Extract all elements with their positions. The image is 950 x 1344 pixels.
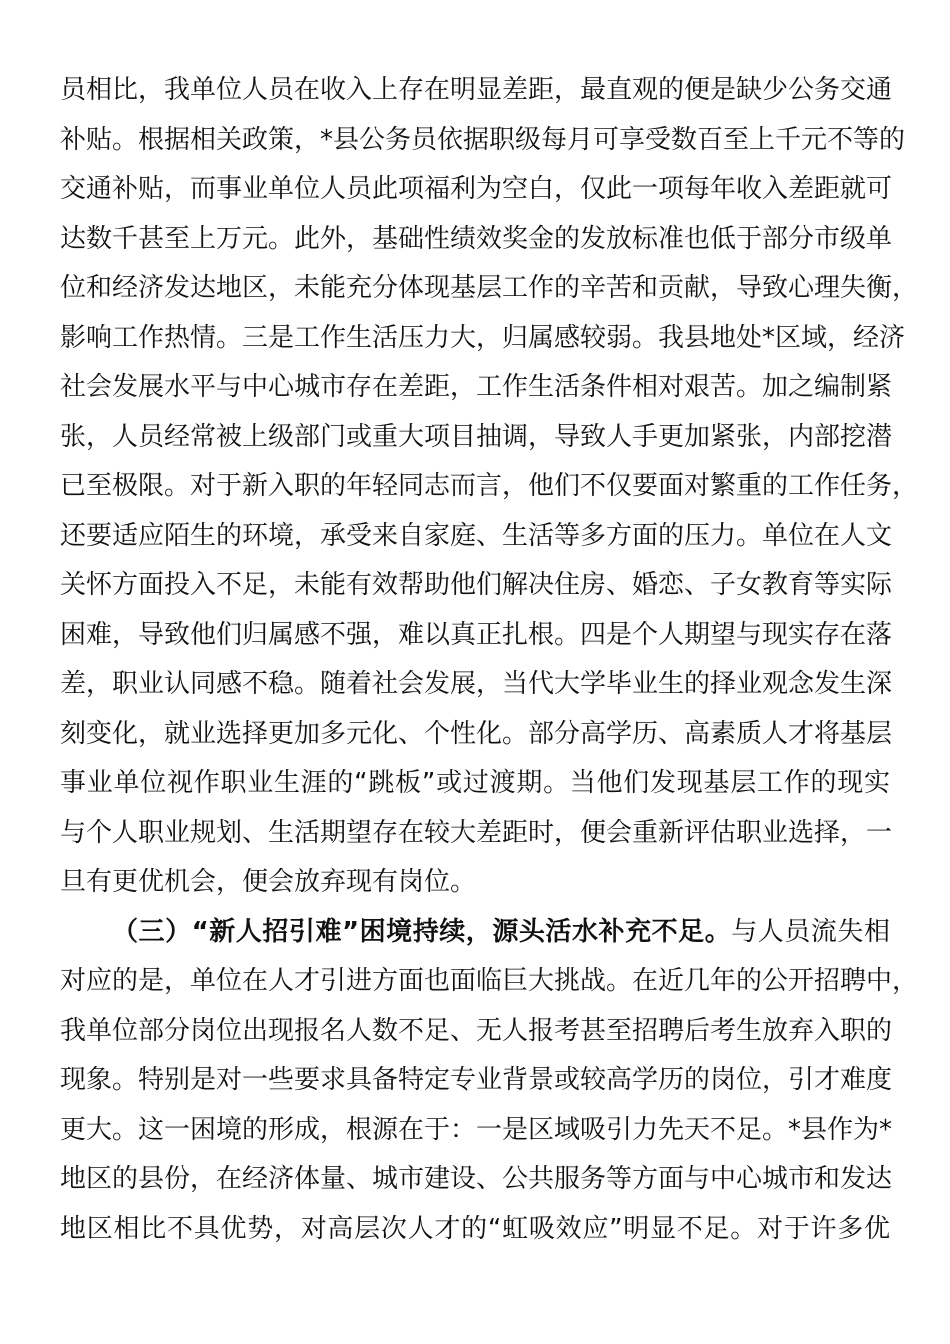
text-line: 现象。特别是对一些要求具备特定专业背景或较高学历的岗位，引才难度: [60, 1065, 893, 1095]
text-line: 社会发展水平与中心城市存在差距，工作生活条件相对艰苦。加之编制紧: [60, 372, 893, 402]
text-line: 差，职业认同感不稳。随着社会发展，当代大学毕业生的择业观念发生深: [60, 669, 893, 699]
section-heading: （三）“新人招引难”困境持续，源头活水补充不足。: [112, 916, 732, 947]
text-line: 位和经济发达地区，未能充分体现基层工作的辛苦和贡献，导致心理失衡，: [60, 273, 919, 303]
section-heading-line: [60, 908, 890, 958]
text-line: 更大。这一困境的形成，根源在于：一是区域吸引力先天不足。*县作为*: [60, 1114, 893, 1145]
text-line: 刻变化，就业选择更加多元化、个性化。部分高学历、高素质人才将基层: [60, 718, 893, 749]
text-line: 地区相比不具优势，对高层次人才的“虹吸效应”明显不足。对于许多优: [60, 1213, 890, 1244]
text-line: 影响工作热情。三是工作生活压力大，归属感较弱。我县地处*区域，经济: [60, 322, 906, 353]
text-line: 达数千甚至上万元。此外，基础性绩效奖金的发放标准也低于部分市级单: [60, 223, 893, 254]
paragraph-income-gap: [60, 66, 919, 908]
text-line: 事业单位视作职业生涯的“跳板”或过渡期。当他们发现基层工作的现实: [60, 768, 890, 798]
text-line: 已至极限。对于新入职的年轻同志而言，他们不仅要面对繁重的工作任务，: [60, 471, 919, 501]
text-line: 交通补贴，而事业单位人员此项福利为空白，仅此一项每年收入差距就可: [60, 174, 893, 204]
text-line: 困难，导致他们归属感不强，难以真正扎根。四是个人期望与现实存在落: [60, 619, 893, 650]
document-page: [60, 66, 919, 1254]
text-line: 地区的县份，在经济体量、城市建设、公共服务等方面与中心城市和发达: [60, 1164, 893, 1194]
heading-line-text: 与人员流失相: [731, 916, 890, 947]
text-line: 旦有更优机会，便会放弃现有岗位。: [60, 867, 477, 897]
text-line: 还要适应陌生的环境，承受来自家庭、生活等多方面的压力。单位在人文: [60, 520, 893, 551]
text-line: 张，人员经常被上级部门或重大项目抽调，导致人手更加紧张，内部挖潜: [60, 421, 893, 452]
paragraph-recruitment: [60, 908, 919, 1255]
text-line: 关怀方面投入不足，未能有效帮助他们解决住房、婚恋、子女教育等实际: [60, 570, 893, 600]
text-line: 与个人职业规划、生活期望存在较大差距时，便会重新评估职业选择，一: [60, 817, 893, 848]
text-line: 员相比，我单位人员在收入上存在明显差距，最直观的便是缺少公务交通: [60, 75, 893, 105]
text-line: 我单位部分岗位出现报名人数不足、无人报考甚至招聘后考生放弃入职的: [60, 1015, 893, 1046]
text-line: 补贴。根据相关政策，*县公务员依据职级每月可享受数百至上千元不等的: [60, 124, 906, 155]
text-line: 对应的是，单位在人才引进方面也面临巨大挑战。在近几年的公开招聘中，: [60, 966, 919, 996]
